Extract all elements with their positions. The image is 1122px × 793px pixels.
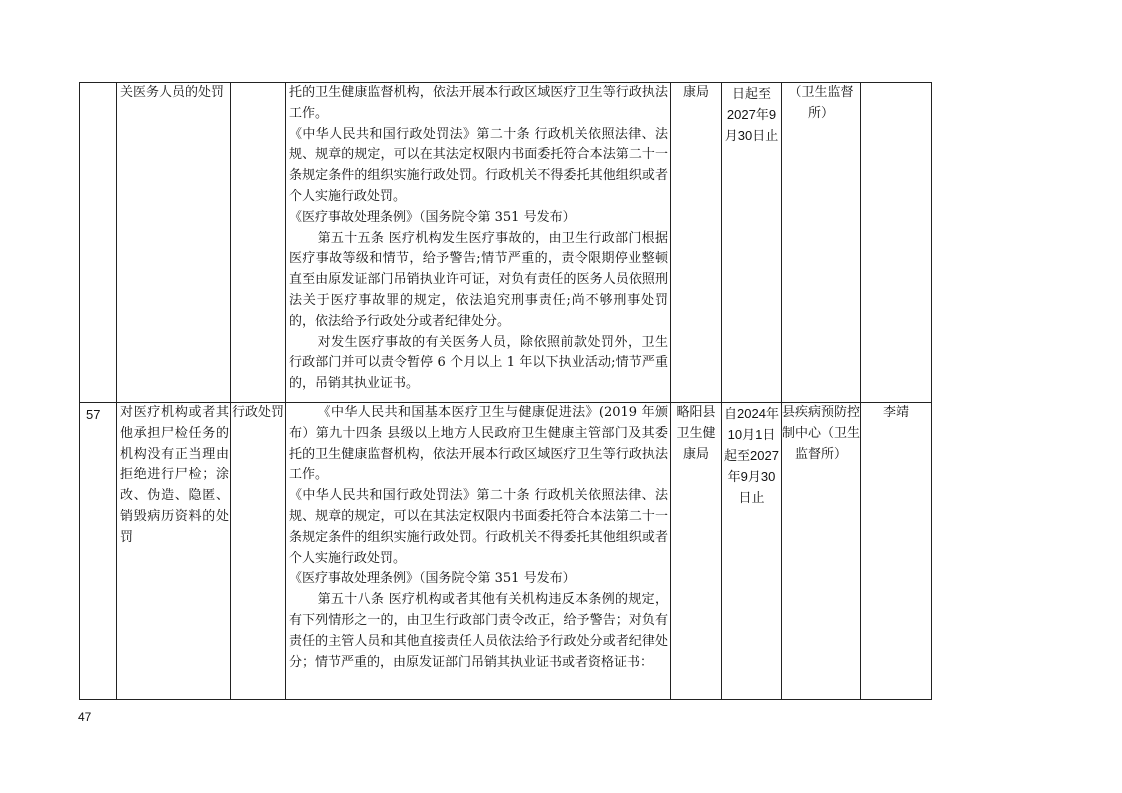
period-cell — [722, 403, 782, 700]
row-number-cell — [80, 83, 117, 403]
legal-basis-cell — [286, 83, 671, 403]
item-name-cell — [117, 83, 231, 403]
table-row-continued — [80, 83, 932, 403]
item-type-cell — [231, 403, 286, 700]
organization-cell — [782, 403, 861, 700]
department-cell — [671, 83, 722, 403]
row-number: 57 — [86, 407, 101, 422]
department-cell — [671, 403, 722, 700]
basis-paragraph: 《中华人民共和国基本医疗卫生与健康促进法》(2019 年颁布）第九十四条 县级以上地方人民政府卫生健康主管部门及其委托的卫生健康监督机构，依法开展本行政区域医疗卫生等行政执法工作。 — [289, 405, 668, 483]
basis-paragraph: 对发生医疗事故的有关医务人员，除依照前款处罚外，卫生行政部门并可以责令暂停 6 个月以上 1 年以下执业活动;情节严重的，吊销其执业证书。 — [289, 334, 668, 392]
period: 自2024年10月1日起至2027年9月30日止 — [724, 406, 779, 505]
basis-paragraph: 《医疗事故处理条例》（国务院令第 351 号发布） — [289, 209, 576, 225]
item-name: 对医疗机构或者其他承担尸检任务的机构没有正当理由拒绝进行尸检；涂改、伪造、隐匿、销毁病历资料的处罚 — [120, 405, 229, 545]
basis-paragraph: 《中华人民共和国行政处罚法》第二十条 行政机关依照法律、法规、规章的规定，可以在其法定权限内书面委托符合本法第二十一条规定条件的组织实施行政处罚。行政机关不得委托其他组织或者个人实施行政处罚。 — [289, 126, 668, 204]
item-type-cell — [231, 83, 286, 403]
basis-paragraph: 托的卫生健康监督机构，依法开展本行政区域医疗卫生等行政执法工作。 — [289, 85, 668, 121]
table-row-57 — [80, 403, 932, 700]
person-cell — [861, 403, 932, 700]
period: 日起至2027年9月30日止 — [724, 86, 779, 143]
row-number-cell — [80, 403, 117, 700]
organization-cell — [782, 83, 861, 403]
item-type: 行政处罚 — [231, 405, 284, 420]
basis-paragraph: 第五十五条 医疗机构发生医疗事故的，由卫生行政部门根据医疗事故等级和情节，给予警告;情节严重的，责令限期停业整顿直至由原发证部门吊销执业许可证，对负有责任的医务人员依照刑法关于医疗事故罪的规定，依法追究刑事责任;尚不够刑事处罚的，依法给予行政处分或者纪律处分。 — [289, 230, 668, 329]
basis-paragraph: 《医疗事故处理条例》（国务院令第 351 号发布） — [289, 571, 576, 587]
person-cell — [861, 83, 932, 403]
department: 康局 — [682, 85, 709, 100]
responsible-person: 李靖 — [882, 405, 909, 420]
basis-paragraph: 第五十八条 医疗机构或者其他有关机构违反本条例的规定，有下列情形之一的，由卫生行政部门责令改正，给予警告；对负有责任的主管人员和其他直接责任人员依法给予行政处分或者纪律处分；情节严重的，由原发证部门吊销其执业证书或者资格证书： — [289, 592, 668, 670]
organization: 县疾病预防控制中心（卫生监督所） — [782, 405, 861, 462]
basis-paragraph: 《中华人民共和国行政处罚法》第二十条 行政机关依照法律、法规、规章的规定，可以在其法定权限内书面委托符合本法第二十一条规定条件的组织实施行政处罚。行政机关不得委托其他组织或者个人实施行政处罚。 — [289, 488, 668, 566]
authority-table — [79, 82, 932, 700]
legal-basis-cell — [286, 403, 671, 700]
item-name-cell — [117, 403, 231, 700]
item-name: 关医务人员的处罚 — [120, 85, 225, 100]
department: 略阳县卫生健康局 — [676, 405, 716, 462]
page-number: 47 — [78, 710, 92, 724]
organization: （卫生监督所） — [788, 85, 854, 121]
period-cell — [722, 83, 782, 403]
